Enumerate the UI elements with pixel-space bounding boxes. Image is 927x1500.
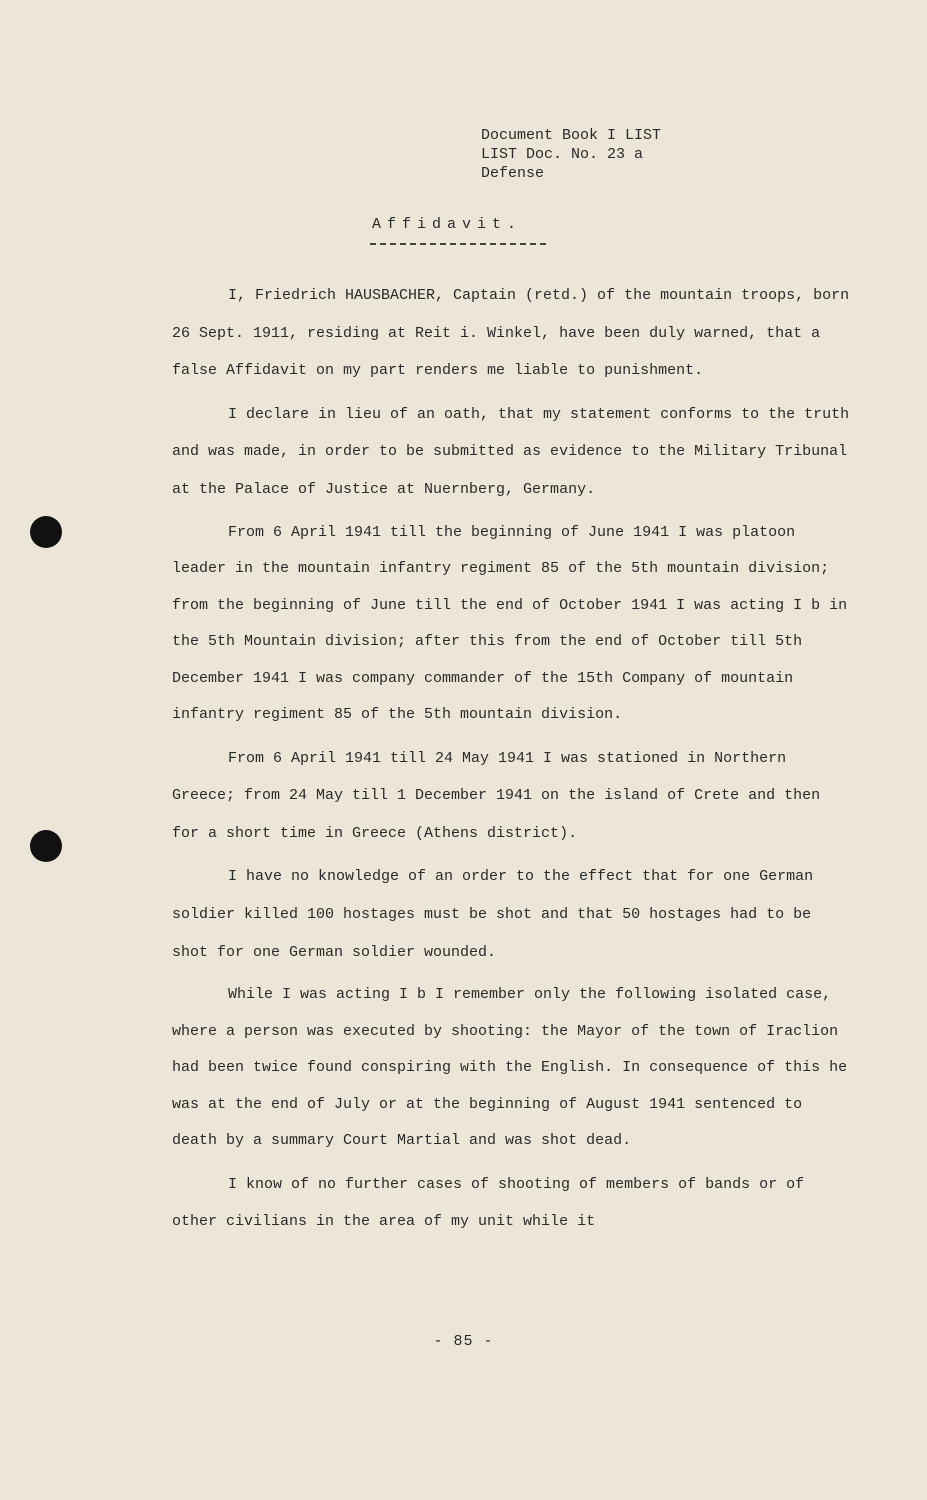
paragraph-order-knowledge: I have no knowledge of an order to the effect that for one German soldier killed 100 hostages must be shot and that 50 hostages had to be shot for one German soldier wounded. [172,868,814,961]
paragraph-oath: I declare in lieu of an oath, that my statement conforms to the truth and was made, in order to be submitted as evidence to the Military Tribunal at the Palace of Justice at Nuernberg, Germany. [172,405,850,498]
header-line-2: LIST Doc. No. 23 a [481,146,644,163]
page-number: - 85 - [433,1333,494,1350]
document-header [481,126,661,183]
paragraph-no-further-cases: I know of no further cases of shooting of members of bands or of other civilians in the area of my unit while it [172,1175,805,1231]
punch-hole [30,516,62,548]
title-underline [370,243,546,245]
affidavit-body [172,277,852,1247]
document-title: Affidavit. [372,216,523,233]
paragraph-isolated-case: While I was acting I b I remember only the following isolated case, where a person was executed by shooting: the Mayor of the town of Iraclion had been twice found conspiring with the English. In consequence of this he was at the end of July or at the beginning of August 1941 sentenced to death by a summary Court Martial and was shot dead. [172,986,848,1150]
header-line-1: Document Book I LIST [481,127,662,144]
paragraph-warning: I, Friedrich HAUSBACHER, Captain (retd.) of the mountain troops, born 26 Sept. 1911, residing at Reit i. Winkel, have been duly warned, that a false Affidavit on my part renders me liable to punishment. [172,287,850,380]
header-line-3: Defense [481,165,545,182]
punch-hole [30,830,62,862]
paragraph-stations: From 6 April 1941 till 24 May 1941 I was stationed in Northern Greece; from 24 May till 1 December 1941 on the island of Crete and then for a short time in Greece (Athens district). [172,749,821,842]
paragraph-service: From 6 April 1941 till the beginning of June 1941 I was platoon leader in the mountain infantry regiment 85 of the 5th mountain division; from the beginning of June till the end of October 1941 I was acting I b in the 5th Mountain division; after this from the end of October till 5th December 1941 I was company commander of the 15th Company of mountain infantry regiment 85 of the 5th mountain division. [172,523,848,724]
